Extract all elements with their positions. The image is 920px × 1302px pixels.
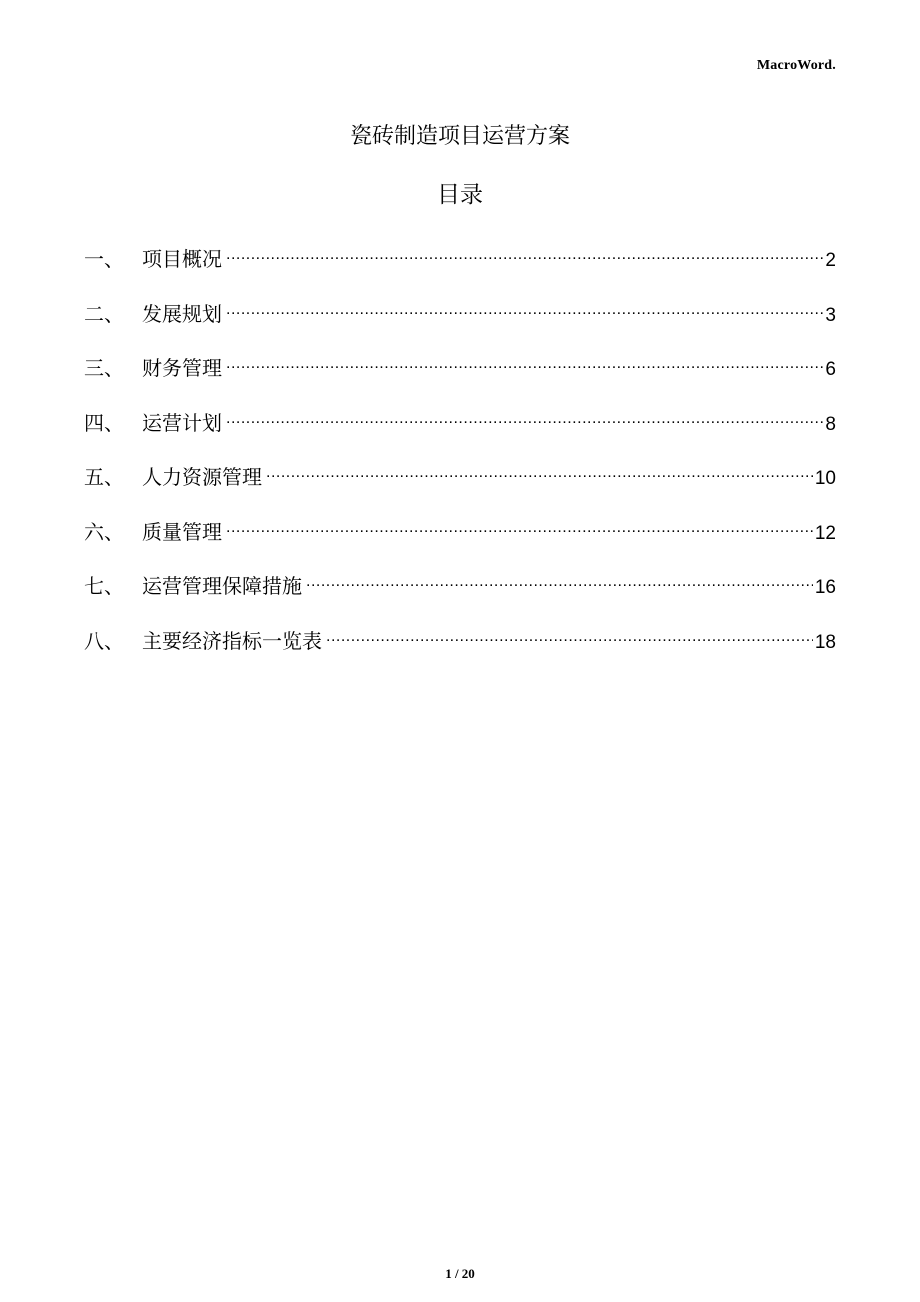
toc-entry[interactable]	[84, 236, 836, 291]
toc-entry-page: 16	[814, 577, 836, 598]
toc-entry[interactable]	[84, 454, 836, 509]
toc-dot-leader	[266, 454, 813, 484]
toc-entry-number: 三、	[84, 356, 124, 380]
toc-entry[interactable]	[84, 563, 836, 618]
document-title: 瓷砖制造项目运营方案	[349, 124, 570, 149]
toc-entry-number: 六、	[84, 519, 124, 544]
toc-entry-label: 人力资源管理	[142, 465, 262, 489]
page-number-footer: 1 / 20	[445, 1266, 475, 1281]
toc-entry[interactable]	[84, 509, 836, 564]
toc-dot-leader	[226, 400, 823, 430]
toc-entry-page: 10	[814, 468, 836, 489]
toc-dot-leader	[226, 236, 823, 266]
toc-entry-label: 运营计划	[142, 410, 222, 435]
toc-entry-label: 项目概况	[142, 247, 222, 271]
toc-entry[interactable]	[84, 291, 836, 346]
toc-dot-leader	[306, 563, 813, 593]
toc-entry-number: 一、	[84, 247, 124, 271]
toc-entry-number: 八、	[84, 628, 124, 653]
toc-entry-number: 四、	[84, 410, 124, 435]
toc-entry-label: 主要经济指标一览表	[142, 628, 322, 653]
toc-entry-page: 3	[825, 304, 836, 326]
toc-entry[interactable]	[84, 400, 836, 455]
toc-entry-number: 七、	[84, 574, 124, 598]
toc-heading: 目录	[437, 182, 483, 208]
toc-dot-leader	[226, 291, 823, 321]
header-brand: MacroWord.	[756, 58, 836, 73]
toc-dot-leader	[326, 618, 813, 648]
toc-entry-page: 8	[825, 413, 836, 435]
toc-entry-page: 2	[825, 250, 836, 271]
toc-dot-leader	[226, 509, 813, 539]
toc-entry-page: 6	[825, 359, 836, 380]
toc-entry-page: 18	[814, 631, 836, 653]
toc-entry-label: 财务管理	[142, 356, 222, 380]
toc-entry-label: 运营管理保障措施	[142, 574, 302, 598]
toc-entry-page: 12	[814, 522, 836, 544]
toc-entry-label: 质量管理	[142, 519, 222, 544]
toc-entry-label: 发展规划	[142, 301, 222, 326]
toc-entry-number: 二、	[84, 301, 124, 326]
toc-dot-leader	[226, 345, 823, 375]
toc-entry[interactable]	[84, 618, 836, 673]
table-of-contents	[84, 236, 836, 672]
toc-entry-number: 五、	[84, 465, 124, 489]
toc-entry[interactable]	[84, 345, 836, 400]
